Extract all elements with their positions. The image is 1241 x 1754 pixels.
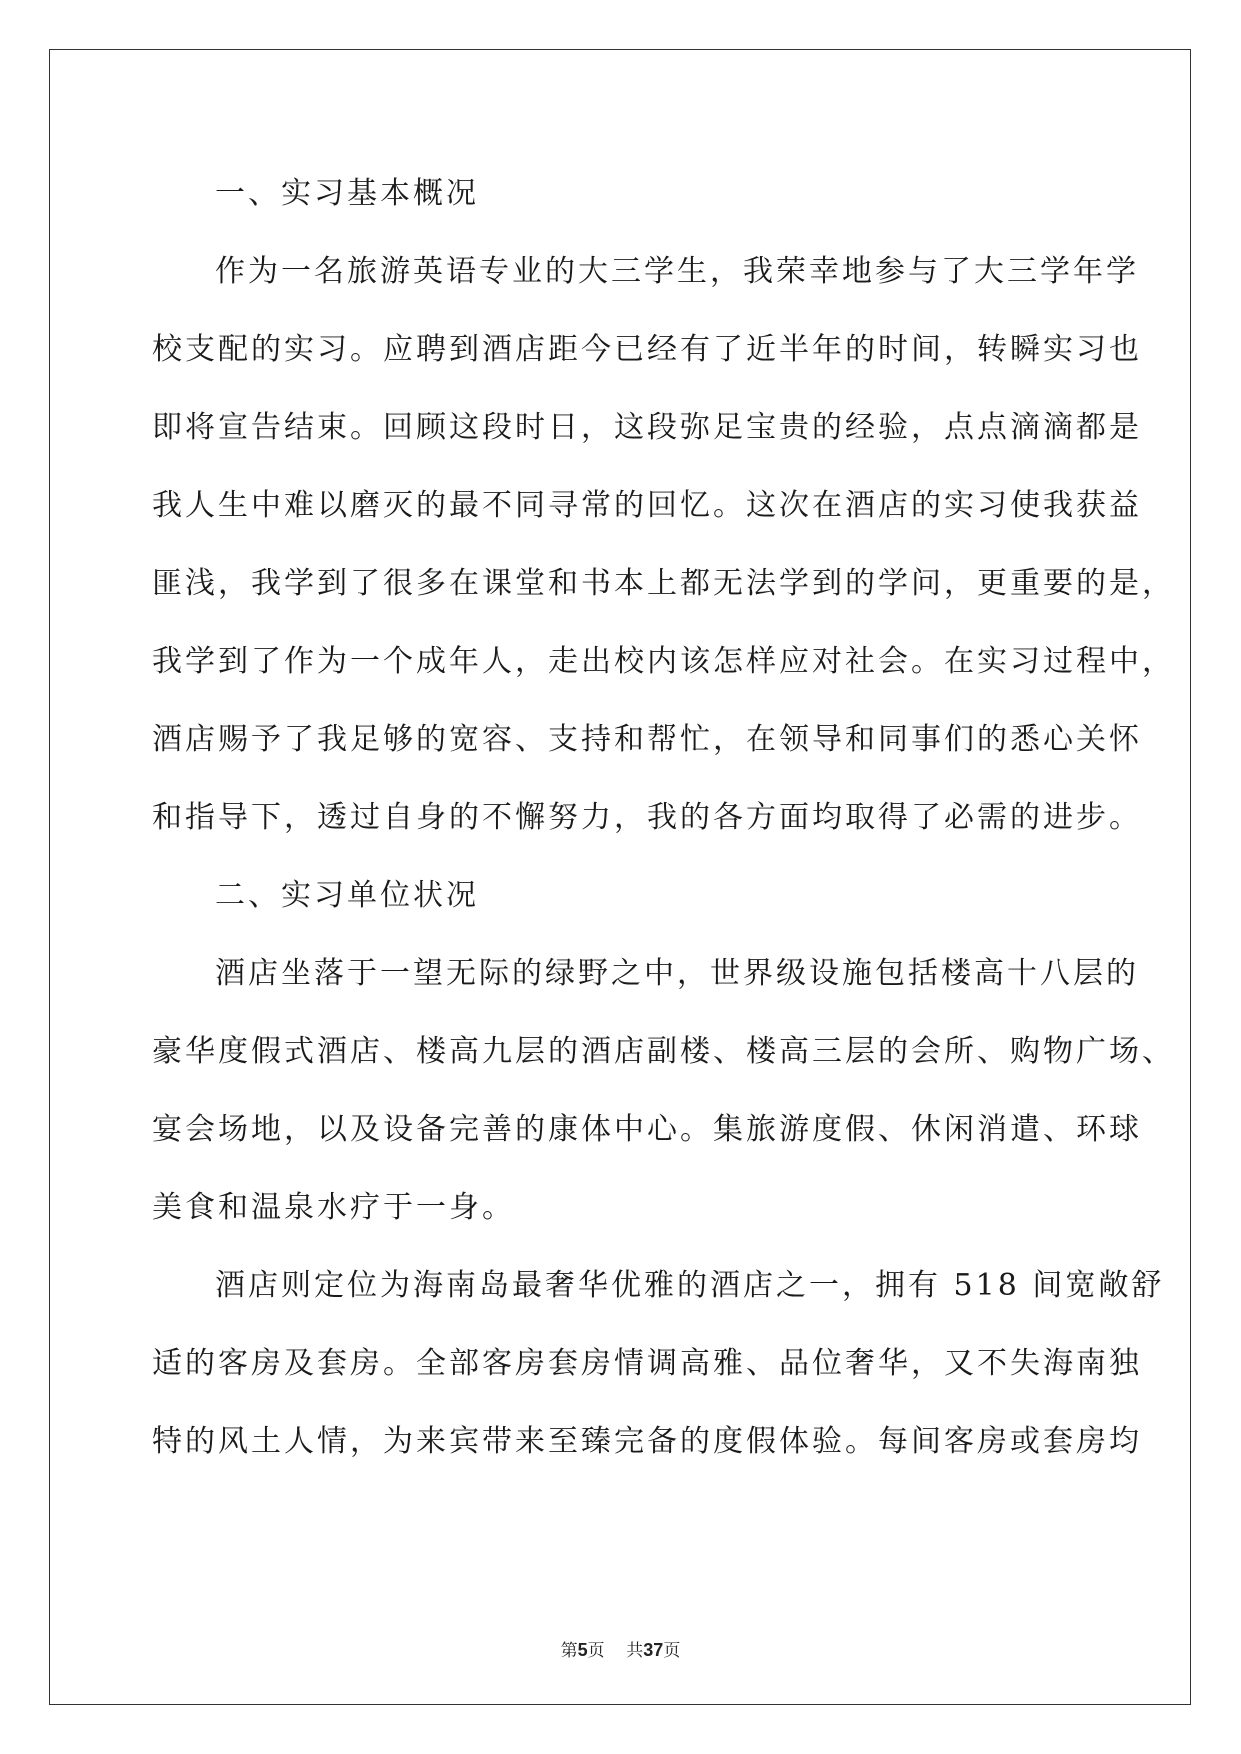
paragraph-line: 作为一名旅游英语专业的大三学生，我荣幸地参与了大三学年学: [215, 254, 1139, 289]
footer-total-prefix: 共: [626, 1641, 644, 1661]
paragraph-line: 匪浅，我学到了很多在课堂和书本上都无法学到的学问，更重要的是，: [152, 566, 1175, 601]
paragraph-line: 美食和温泉水疗于一身。: [152, 1190, 515, 1225]
paragraph-line: 酒店赐予了我足够的宽容、支持和帮忙，在领导和同事们的悉心关怀: [152, 722, 1142, 757]
paragraph-line: 豪华度假式酒店、楼高九层的酒店副楼、楼高三层的会所、购物广场、: [152, 1034, 1175, 1069]
footer-total-pages: 37: [643, 1640, 664, 1660]
footer-total-suffix: 页: [663, 1641, 681, 1661]
paragraph-line: 酒店坐落于一望无际的绿野之中，世界级设施包括楼高十八层的: [215, 956, 1139, 991]
section-heading-1: 一、实习基本概况: [215, 176, 479, 211]
footer-page-number: 5: [577, 1640, 588, 1660]
footer-page-prefix: 第: [560, 1641, 578, 1661]
paragraph-line: 特的风土人情，为来宾带来至臻完备的度假体验。每间客房或套房均: [152, 1424, 1142, 1459]
paragraph-line: 和指导下，透过自身的不懈努力，我的各方面均取得了必需的进步。: [152, 800, 1142, 835]
paragraph-line: 宴会场地，以及设备完善的康体中心。集旅游度假、休闲消遣、环球: [152, 1112, 1142, 1147]
footer-page-suffix: 页: [587, 1641, 605, 1661]
paragraph-line: 我人生中难以磨灭的最不同寻常的回忆。这次在酒店的实习使我获益: [152, 488, 1142, 523]
paragraph-line: 即将宣告结束。回顾这段时日，这段弥足宝贵的经验，点点滴滴都是: [152, 410, 1142, 445]
paragraph-line: 酒店则定位为海南岛最奢华优雅的酒店之一，拥有 518 间宽敞舒: [215, 1268, 1165, 1303]
paragraph-line: 校支配的实习。应聘到酒店距今已经有了近半年的时间，转瞬实习也: [152, 332, 1142, 367]
paragraph-line: 我学到了作为一个成年人，走出校内该怎样应对社会。在实习过程中，: [152, 644, 1175, 679]
paragraph-line: 适的客房及套房。全部客房套房情调高雅、品位奢华，又不失海南独: [152, 1346, 1142, 1381]
page-footer: [0, 1638, 1241, 1663]
section-heading-2: 二、实习单位状况: [215, 878, 479, 913]
